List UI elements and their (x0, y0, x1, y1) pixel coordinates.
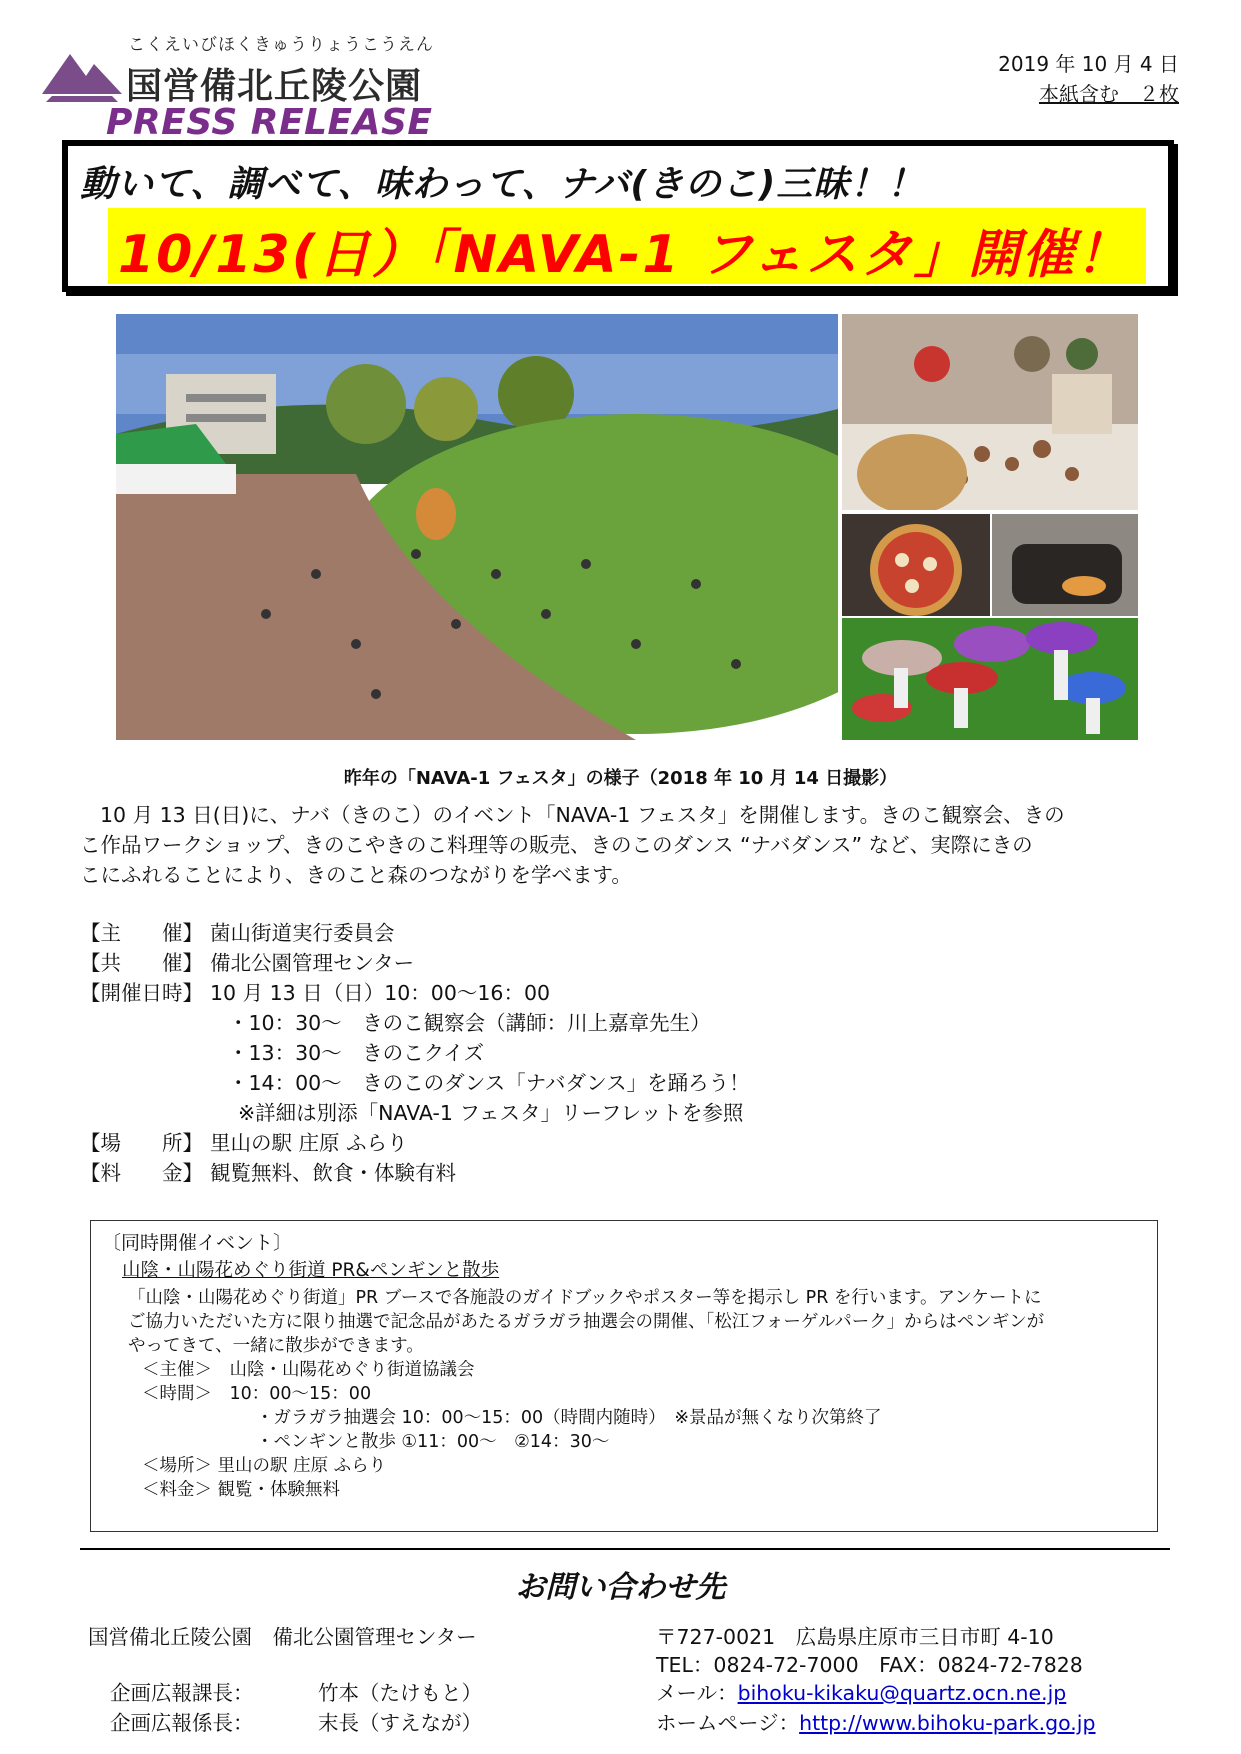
press-release-label: PRESS RELEASE (106, 102, 433, 143)
leaflet-note: ※詳細は別添「NAVA-1 フェスタ」リーフレットを参照 (238, 1101, 744, 1125)
schedule-item: ・13：30～ きのこクイズ (228, 1041, 484, 1065)
contact-name: 竹本（たけもと） (318, 1681, 482, 1705)
concurrent-desc-line: ご協力いただいた方に限り抽選で記念品があたるガラガラ抽選会の開催、「松江フォーゲルパーク」からはペンギンが (128, 1312, 1045, 1332)
mail-label: メール： (656, 1681, 738, 1705)
concurrent-fee: ＜料金＞ 観覧・体験無料 (142, 1480, 341, 1500)
contact-heading: お問い合わせ先 (515, 1570, 726, 1605)
page-count: 本紙含む ２枚 (1039, 82, 1179, 106)
mushroom-observation-photo (842, 314, 1138, 510)
release-date: 2019 年 10 月 4 日 (998, 52, 1179, 76)
contact-role: 企画広報課長： (110, 1681, 254, 1705)
photo-caption: 昨年の「NAVA-1 フェスタ」の様子（2018 年 10 月 14 日撮影） (343, 768, 898, 789)
intro-paragraph (80, 800, 1170, 890)
fee-row (80, 1156, 456, 1186)
divider (80, 1548, 1170, 1550)
concurrent-heading: 〔同時開催イベント〕 (102, 1232, 293, 1254)
pizza-oven-photo (992, 514, 1138, 616)
concurrent-desc-line: やってきて、一緒に散歩ができます。 (128, 1336, 424, 1356)
organizer-value: 菌山街道実行委員会 (210, 921, 395, 945)
cohost-value: 備北公園管理センター (210, 951, 415, 975)
intro-line: 10 月 13 日(日)に、ナバ（きのこ）のイベント「NAVA-1 フェスタ」を開催します。きのこ観察会、きの (100, 803, 1065, 827)
mushroom-crafts-photo (842, 618, 1138, 740)
intro-line: こ作品ワークショップ、きのこやきのこ料理等の販売、きのこのダンス “ナバダンス” など、実際にきの (80, 833, 1033, 857)
datetime-label: 【開催日時】 (80, 981, 203, 1005)
contact-role: 企画広報係長： (110, 1711, 254, 1735)
contact-tel-fax: TEL：0824-72-7000 FAX：0824-72-7828 (656, 1653, 1083, 1677)
concurrent-lottery: ・ガラガラ抽選会 10：00～15：00（時間内随時） ※景品が無くなり次第終了 (256, 1408, 882, 1428)
schedule-item: ・10：30～ きのこ観察会（講師：川上嘉章先生） (228, 1011, 711, 1035)
contact-web-row (656, 1706, 1096, 1736)
contact-mail-row (656, 1676, 1066, 1706)
park-event-photo (116, 314, 838, 740)
schedule-item: ・14：00～ きのこのダンス「ナバダンス」を踊ろう！ (228, 1071, 750, 1095)
fee-label: 【料 金】 (80, 1161, 203, 1185)
venue-label: 【場 所】 (80, 1131, 203, 1155)
fee-value: 観覧無料、飲食・体験有料 (210, 1161, 456, 1185)
concurrent-desc-line: 「山陰・山陽花めぐり街道」PR ブースで各施設のガイドブックやポスター等を掲示し PR を行います。アンケートに (128, 1288, 1042, 1308)
contact-org: 国営備北丘陵公園 備北公園管理センター (88, 1625, 477, 1649)
concurrent-event-title: 山陰・山陽花めぐり街道 PR&ペンギンと散歩 (122, 1260, 500, 1281)
park-name-furigana: こくえいびほくきゅうりょうこうえん (128, 35, 434, 55)
venue-value: 里山の駅 庄原 ふらり (210, 1131, 408, 1155)
intro-line: こにふれることにより、きのこと森のつながりを学べます。 (80, 863, 632, 887)
datetime-value: 10 月 13 日（日）10：00～16：00 (210, 981, 551, 1005)
contact-name: 末長（すえなが） (318, 1711, 482, 1735)
concurrent-walk: ・ペンギンと散歩 ①11：00～ ②14：30～ (256, 1432, 610, 1452)
cohost-label: 【共 催】 (80, 951, 203, 975)
park-logo-icon (42, 46, 122, 106)
web-label: ホームページ： (656, 1711, 800, 1735)
datetime-row (80, 976, 550, 1006)
organizer-row (80, 916, 395, 946)
concurrent-venue: ＜場所＞ 里山の駅 庄原 ふらり (142, 1456, 387, 1476)
mushroom-pizza-photo (842, 514, 990, 616)
concurrent-time: ＜時間＞ 10：00～15：00 (142, 1384, 372, 1404)
headline-sub: 動いて、調べて、味わって、ナバ(きのこ)三昧！！ (80, 164, 925, 205)
concurrent-organizer: ＜主催＞ 山陰・山陽花めぐり街道協議会 (142, 1360, 475, 1380)
organizer-label: 【主 催】 (80, 921, 203, 945)
website-link[interactable]: http://www.bihoku-park.go.jp (799, 1711, 1096, 1735)
cohost-row (80, 946, 414, 976)
park-name: 国営備北丘陵公園 (126, 66, 423, 107)
venue-row (80, 1126, 408, 1156)
headline-main: 10/13(日）「NAVA-1 フェスタ」開催！ (118, 225, 1130, 285)
mail-link[interactable]: bihoku-kikaku@quartz.ocn.ne.jp (737, 1681, 1067, 1705)
contact-address: 〒727-0021 広島県庄原市三日市町 4-10 (656, 1625, 1054, 1649)
